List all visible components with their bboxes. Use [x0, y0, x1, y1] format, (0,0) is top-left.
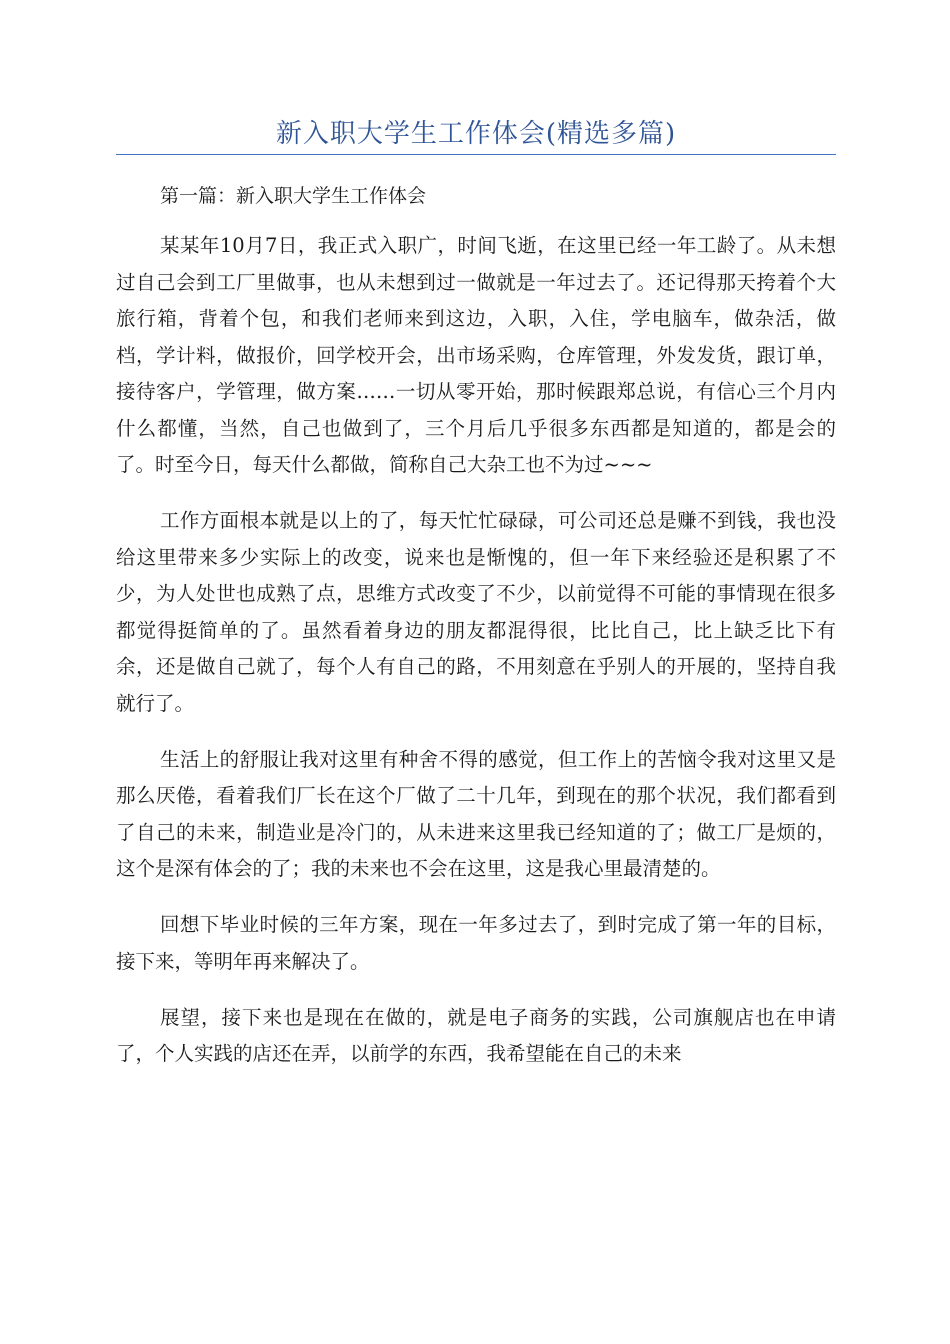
section-heading: 第一篇：新入职大学生工作体会 [160, 185, 427, 207]
paragraph-2: 工作方面根本就是以上的了，每天忙忙碌碌，可公司还总是赚不到钱，我也没给这里带来多少实际上的改变，说来也是惭愧的，但一年下来经验还是积累了不少，为人处世也成熟了点，思维方式改变了不少，以前觉得不可能的事情现在很多都觉得挺简单的了。虽然看着身边的朋友都混得很，比比自己，比上缺乏比下有余，还是做自己就了，每个人有自己的路，不用刻意在乎别人的开展的，坚持自我就行了。 [116, 509, 836, 715]
paragraph-4: 回想下毕业时候的三年方案，现在一年多过去了，到时完成了第一年的目标，接下来，等明年再来解决了。 [116, 913, 836, 973]
paragraph-1: 某某年10月7日，我正式入职广，时间飞逝，在这里已经一年工龄了。从未想过自己会到工厂里做事，也从未想到过一做就是一年过去了。还记得那天挎着个大旅行箱，背着个包，和我们老师来到这边，入职，入住，学电脑车，做杂活，做档，学计料，做报价，回学校开会，出市场采购，仓库管理，外发发货，跟订单，接待客户，学管理，做方案……一切从零开始，那时候跟郑总说，有信心三个月内什么都懂，当然，自己也做到了，三个月后几乎很多东西都是知道的，都是会的了。时至今日，每天什么都做，简称自己大杂工也不为过~~~ [116, 234, 836, 476]
title-underline [116, 154, 836, 155]
paragraph-5: 展望，接下来也是现在在做的，就是电子商务的实践，公司旗舰店也在申请了，个人实践的店还在弄，以前学的东西，我希望能在自己的未来 [116, 1005, 836, 1065]
document-page [116, 0, 836, 1092]
document-title: 新入职大学生工作体会(精选多篇) [275, 119, 677, 149]
paragraph-3: 生活上的舒服让我对这里有种舍不得的感觉，但工作上的苦恼令我对这里又是那么厌倦，看着我们厂长在这个厂做了二十几年，到现在的那个状况，我们都看到了自己的未来，制造业是冷门的，从未进来这里我已经知道的了；做工厂是烦的，这个是深有体会的了；我的未来也不会在这里，这是我心里最清楚的。 [116, 747, 836, 880]
